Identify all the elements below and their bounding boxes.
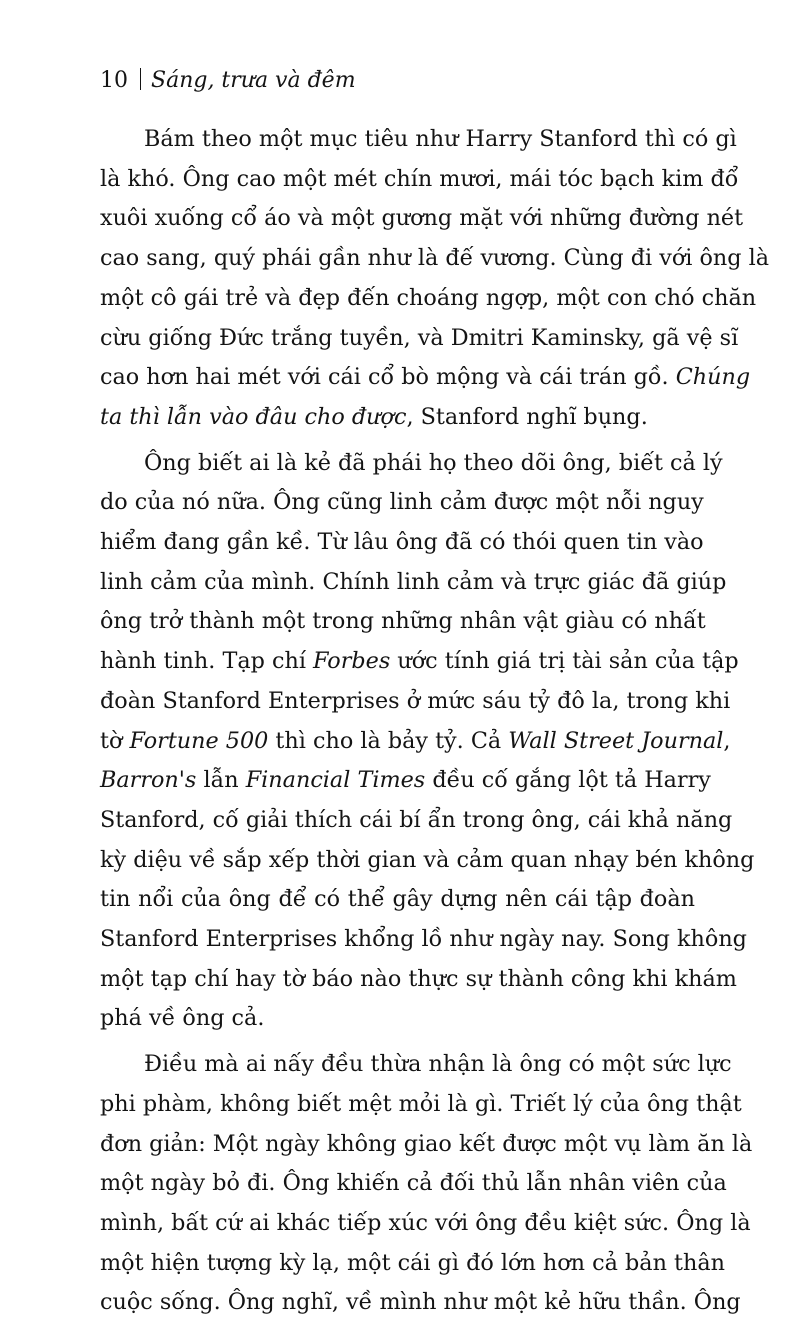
- text-line: một cô gái trẻ và đẹp đến choáng ngợp, một con chó chăn: [100, 284, 757, 311]
- text-line: do của nó nữa. Ông cũng linh cảm được một nỗi nguy: [100, 489, 704, 516]
- text-line: kỳ diệu về sắp xếp thời gian và cảm quan nhạy bén không: [100, 846, 755, 873]
- text-line: phá về ông cả.: [100, 1005, 265, 1032]
- paragraph-3: [100, 1045, 753, 1323]
- text-line: hành tinh. Tạp chí Forbes ước tính giá trị tài sản của tập: [100, 648, 739, 675]
- page-number: 10: [100, 68, 128, 93]
- text-line: ta thì lẫn vào đâu cho được, Stanford nghĩ bụng.: [100, 403, 648, 430]
- text-line: ông trở thành một trong những nhân vật giàu có nhất: [100, 608, 706, 635]
- text-line: Bám theo một mục tiêu như Harry Stanford thì có gì: [144, 126, 737, 152]
- running-header: [100, 66, 356, 96]
- body-text: [100, 120, 770, 1329]
- text-line: cuộc sống. Ông nghĩ, về mình như một kẻ hữu thần. Ông: [100, 1289, 741, 1316]
- text-line: Stanford Enterprises khổng lồ như ngày nay. Song không: [100, 926, 747, 953]
- text-line: Điều mà ai nấy đều thừa nhận là ông có một sức lực: [144, 1051, 732, 1078]
- italic-phrase: Barron's: [100, 767, 197, 794]
- paragraph-1: [100, 120, 770, 438]
- text-line: phi phàm, không biết mệt mỏi là gì. Triết lý của ông thật: [100, 1090, 742, 1117]
- text-line: đoàn Stanford Enterprises ở mức sáu tỷ đô la, trong khi: [100, 687, 731, 714]
- paragraph-2: [100, 444, 755, 1040]
- book-title: Sáng, trưa và đêm: [151, 68, 356, 93]
- text-line: xuôi xuống cổ áo và một gương mặt với những đường nét: [100, 205, 744, 232]
- text-line: cao hơn hai mét với cái cổ bò mộng và cái trán gồ. Chúng: [100, 364, 751, 391]
- text-line: Stanford, cố giải thích cái bí ẩn trong ông, cái khả năng: [100, 806, 733, 833]
- italic-phrase: Financial Times: [245, 767, 426, 794]
- text-line: tin nổi của ông để có thể gây dựng nên cái tập đoàn: [100, 886, 695, 913]
- italic-phrase: Chúng: [675, 364, 751, 391]
- italic-phrase: Forbes: [313, 648, 391, 675]
- text-line: một tạp chí hay tờ báo nào thực sự thành công khi khám: [100, 965, 737, 992]
- text-line: tờ Fortune 500 thì cho là bảy tỷ. Cả Wall Street Journal,: [100, 727, 731, 754]
- text-line: mình, bất cứ ai khác tiếp xúc với ông đều kiệt sức. Ông là: [100, 1209, 751, 1236]
- italic-phrase: Fortune 500: [129, 727, 269, 754]
- text-line: cừu giống Đức trắng tuyền, và Dmitri Kaminsky, gã vệ sĩ: [100, 324, 739, 351]
- text-line: là khó. Ông cao một mét chín mươi, mái tóc bạch kim đổ: [100, 165, 739, 192]
- italic-phrase: ta thì lẫn vào đâu cho được: [100, 403, 407, 430]
- text-line: Ông biết ai là kẻ đã phái họ theo dõi ông, biết cả lý: [144, 449, 723, 476]
- text-line: linh cảm của mình. Chính linh cảm và trực giác đã giúp: [100, 568, 727, 595]
- text-line: một ngày bỏ đi. Ông khiến cả đối thủ lẫn nhân viên của: [100, 1170, 727, 1197]
- text-line: hiểm đang gần kề. Từ lâu ông đã có thói quen tin vào: [100, 529, 704, 556]
- text-line: Barron's lẫn Financial Times đều cố gắng lột tả Harry: [100, 767, 711, 794]
- header-separator: [140, 68, 141, 90]
- text-line: cao sang, quý phái gần như là đế vương. Cùng đi với ông là: [100, 245, 770, 272]
- text-line: một hiện tượng kỳ lạ, một cái gì đó lớn hơn cả bản thân: [100, 1249, 725, 1276]
- italic-phrase: Wall Street Journal: [508, 727, 724, 754]
- text-line: đơn giản: Một ngày không giao kết được một vụ làm ăn là: [100, 1130, 753, 1157]
